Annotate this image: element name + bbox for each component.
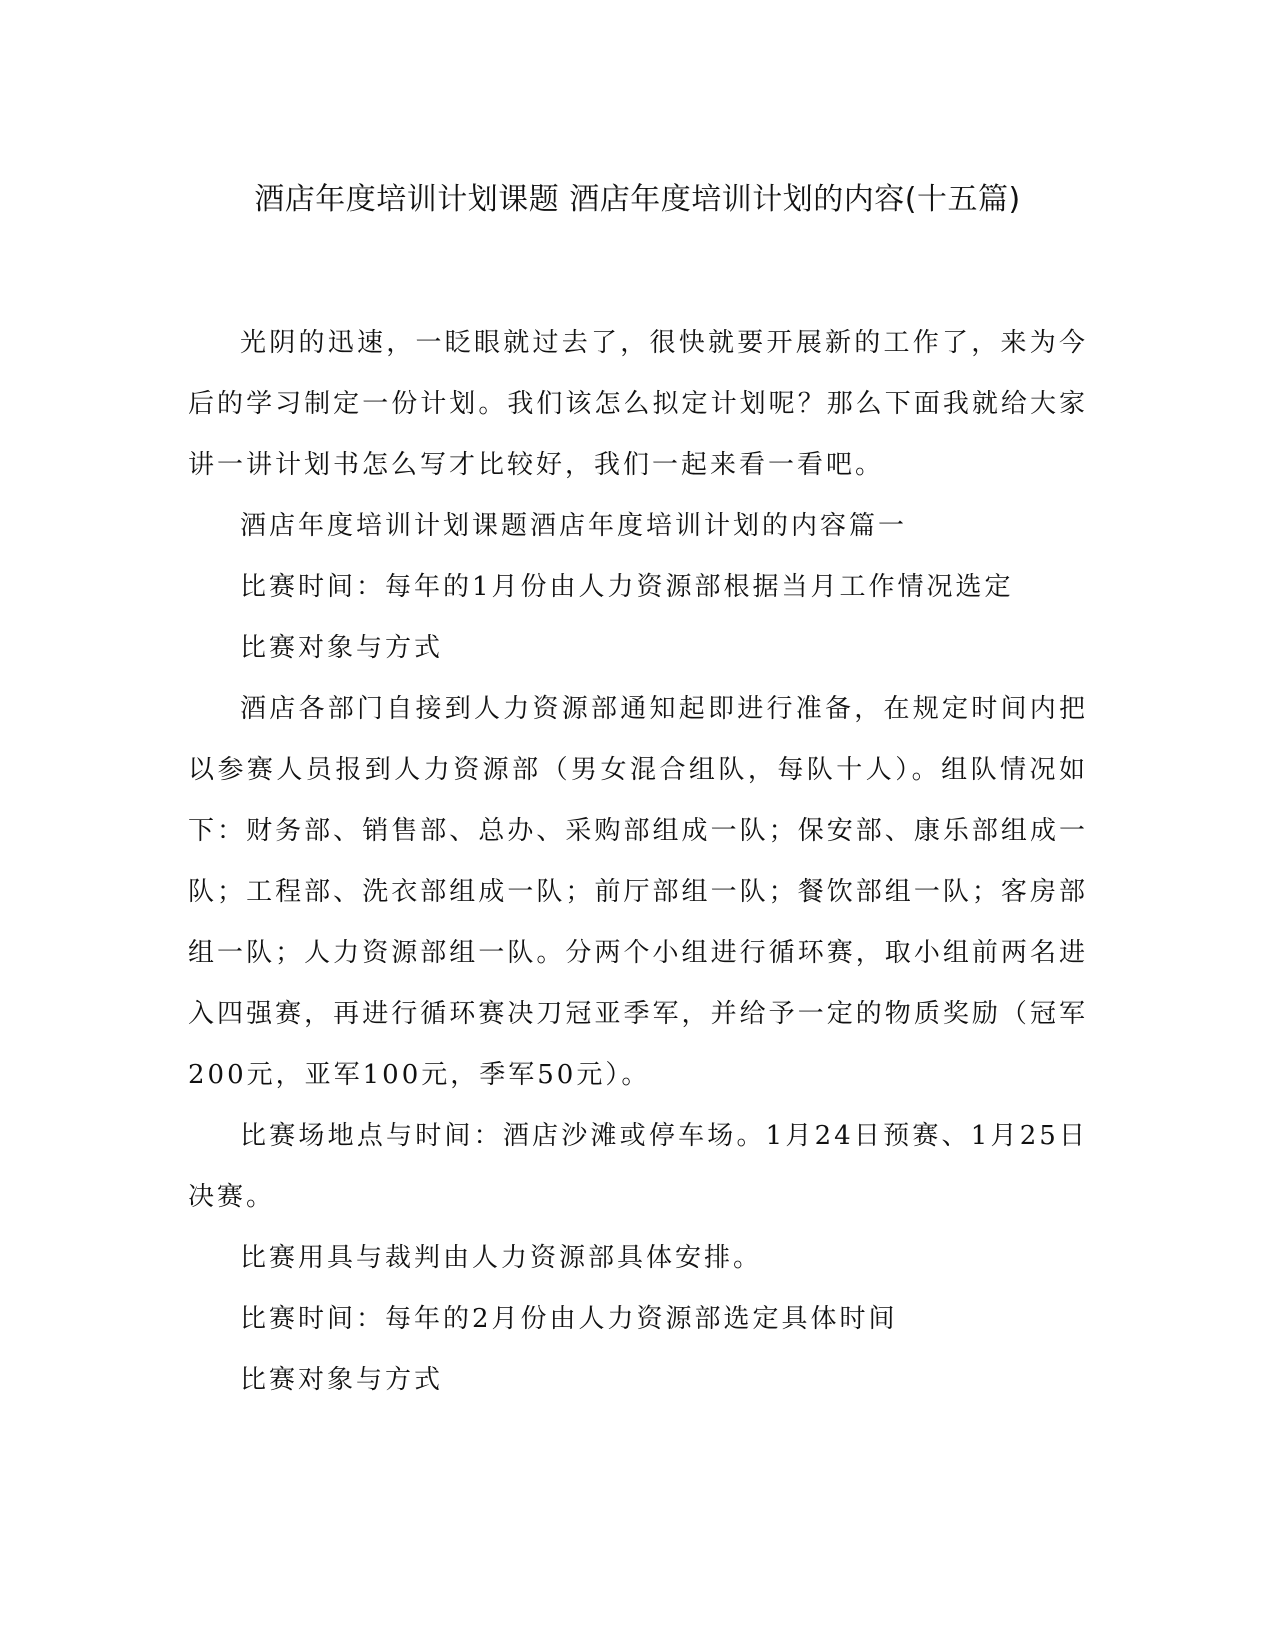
paragraph: 比赛场地点与时间：酒店沙滩或停车场。1月24日预赛、1月25日决赛。 bbox=[188, 1121, 1088, 1212]
section-heading: 酒店年度培训计划课题酒店年度培训计划的内容篇一 bbox=[240, 511, 908, 541]
paragraph-intro: 光阴的迅速，一眨眼就过去了，很快就要开展新的工作了，来为今后的学习制定一份计划。我们该怎么拟定计划呢？那么下面我就给大家讲一讲计划书怎么写才比较好，我们一起来看一看吧。 bbox=[188, 328, 1088, 480]
paragraph: 比赛时间：每年的1月份由人力资源部根据当月工作情况选定 bbox=[240, 572, 1014, 602]
paragraph: 酒店各部门自接到人力资源部通知起即进行准备，在规定时间内把以参赛人员报到人力资源部（男女混合组队，每队十人）。组队情况如下：财务部、销售部、总办、采购部组成一队；保安部、康乐部组成一队；工程部、洗衣部组成一队；前厅部组一队；餐饮部组一队；客房部组一队；人力资源部组一队。分两个小组进行循环赛，取小组前两名进入四强赛，再进行循环赛决刀冠亚季军，并给予一定的物质奖励（冠军200元，亚军100元，季军50元）。 bbox=[188, 694, 1088, 1090]
paragraph: 比赛用具与裁判由人力资源部具体安排。 bbox=[240, 1243, 763, 1273]
paragraph: 比赛对象与方式 bbox=[240, 633, 444, 663]
document-body bbox=[188, 313, 1088, 1411]
page-title: 酒店年度培训计划课题 酒店年度培训计划的内容(十五篇) bbox=[254, 182, 1021, 217]
paragraph: 比赛对象与方式 bbox=[240, 1365, 444, 1395]
paragraph: 比赛时间：每年的2月份由人力资源部选定具体时间 bbox=[240, 1304, 898, 1334]
